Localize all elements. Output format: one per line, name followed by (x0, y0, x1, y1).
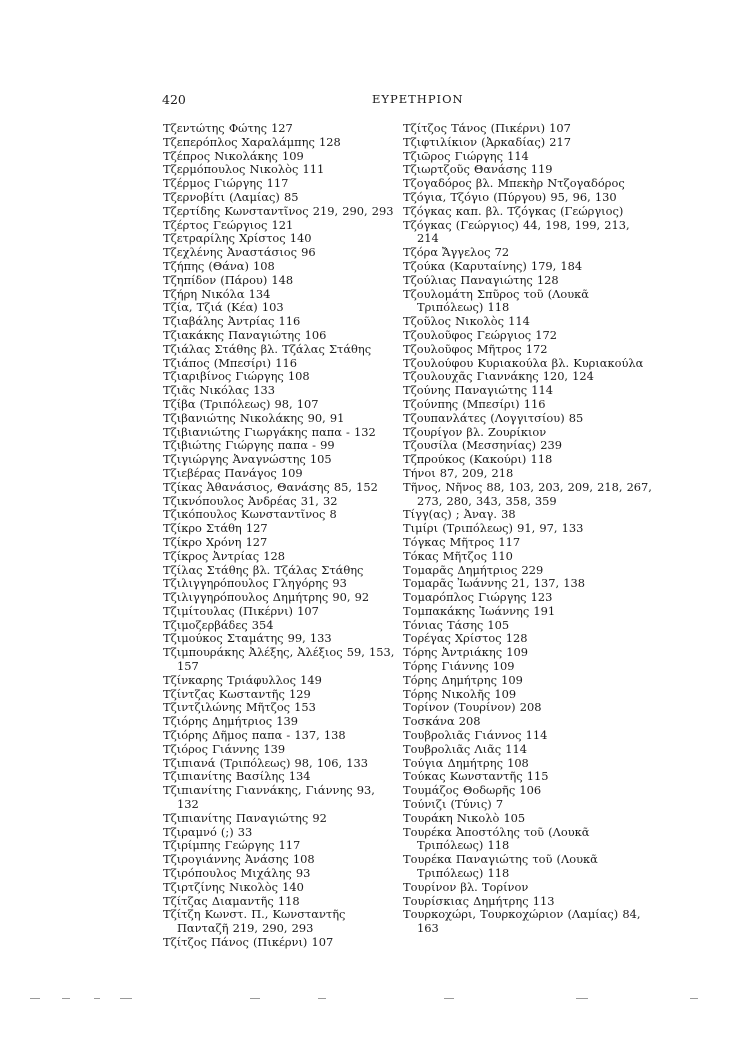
index-entry: Τουβρολιᾶς Γιάννος 114 (403, 728, 548, 743)
index-entry: Τζεντώτης Φώτης 127 (163, 121, 293, 135)
page-number: 420 (162, 92, 186, 107)
index-entry: Τζίτζη Κωνστ. Π., Κωνσταντῆς Πανταζῆ 219, 290, 293 (163, 907, 346, 936)
index-entry: Τόκας Μῆτζος 110 (403, 548, 513, 563)
index-entry: Τούκας Κωνσταντῆς 115 (403, 769, 549, 784)
index-entry: Τζίτζος Τάνος (Πικέρνι) 107 (403, 121, 571, 135)
index-entry: Τζόγια, Τζόγιο (Πύργου) 95, 96, 130 (403, 189, 617, 204)
index-entry: Τουρίσκιας Δημήτρης 113 (403, 893, 555, 908)
index-entry: Τζόγκας (Γεώργιος) 44, 198, 199, 213, 214 (403, 217, 630, 246)
index-entry: Τουράκη Νικολὸ 105 (403, 810, 526, 825)
index-entry: Τορίνον (Τουρίνον) 208 (403, 700, 542, 715)
index-entry: Τζικνόπουλος Ἀνδρέας 31, 32 (163, 493, 338, 508)
running-head: ΕΥΡΕΤΗΡΙΟΝ (372, 92, 464, 106)
index-entry: Τζήπης (Θάνα) 108 (163, 258, 275, 273)
index-entry: Τζίκας Ἀθανάσιος, Θανάσης 85, 152 (163, 479, 378, 494)
index-entry: Τζιμπουράκης Ἀλέξης, Ἀλέξιος 59, 153, 157 (163, 645, 395, 674)
index-entry: Τζουλούφου Κυριακούλα βλ. Κυριακούλα (403, 355, 644, 370)
index-entry: Τόρης Γιάννης 109 (403, 659, 515, 674)
index-entry: Τζουλοῦφος Γεώργιος 172 (403, 327, 558, 342)
index-entry: Τζιρογιάννης Ἀνάσης 108 (163, 852, 315, 867)
index-entry: Τζιάλας Στάθης βλ. Τζάλας Στάθης (163, 341, 372, 356)
index-entry: Τζερμόπουλος Νικολὸς 111 (163, 162, 325, 177)
index-entry: Τόγκας Μῆτρος 117 (403, 534, 521, 549)
index-column-right (403, 122, 653, 936)
index-entry: Τζουλοῦφος Μῆτρος 172 (403, 341, 548, 356)
index-entry: Τζίλας Στάθης βλ. Τζάλας Στάθης (163, 562, 364, 577)
index-entry: Τζπρούκος (Κακούρι) 118 (403, 452, 553, 467)
index-entry: Τζιῶρος Γιώργης 114 (403, 148, 529, 163)
index-entry: Τζηπίδον (Πάρου) 148 (163, 272, 294, 287)
index-entry: Τζιόρος Γιάννης 139 (163, 741, 286, 756)
index-entry: Τζίτζος Πάνος (Πικέρνι) 107 (163, 935, 334, 950)
index-entry: Τζίτζας Διαμαντῆς 118 (163, 893, 300, 908)
index-entry: Τούνιζι (Τύνις) 7 (403, 797, 504, 812)
index-entry: Τορέγας Χρίστος 128 (403, 631, 528, 646)
index-entry: Τίγγ(ας) ; Ἀναγ. 38 (403, 507, 516, 522)
index-entry: Τζόρα Ἄγγελος 72 (403, 245, 510, 260)
index-entry: Τζιμίτουλας (Πικέρνι) 107 (163, 603, 319, 618)
index-entry: Τόρης Δημήτρης 109 (403, 672, 523, 687)
index-entry: Τζουσίλα (Μεσσηνίας) 239 (403, 438, 562, 453)
index-entry: Τζιᾶς Νικόλας 133 (163, 383, 275, 398)
index-entry: Τζερνοβίτι (Λαμίας) 85 (163, 189, 299, 204)
index-entry: Τζεπερόπλος Χαραλάμπης 128 (163, 134, 341, 149)
index-entry: Τήνοι 87, 209, 218 (403, 465, 514, 480)
index-entry: Τζετραρίλης Χρίστος 140 (163, 231, 312, 246)
index-entry: Τούγια Δημήτρης 108 (403, 755, 529, 770)
index-entry: Τζούνπης (Μπεσίρι) 116 (403, 396, 546, 411)
index-entry: Τζούλιας Παναγιώτης 128 (403, 272, 559, 287)
index-entry: Τζιπιανίτης Βασίλης 134 (163, 769, 311, 784)
index-entry: Τζίκρος Ἀντρίας 128 (163, 548, 285, 563)
index-entry: Τουρέκα Παναγιώτης τοῦ (Λουκᾶ Τριπόλεως) 118 (403, 852, 598, 881)
index-entry: Τουμάζος Θοδωρῆς 106 (403, 783, 542, 798)
index-entry: Τζέρτος Γεώργιος 121 (163, 217, 294, 232)
index-entry: Τζιωρτζοῦς Θανάσης 119 (403, 162, 553, 177)
index-entry: Τομπακάκης Ἰωάννης 191 (403, 603, 556, 618)
index-entry: Τουρκοχώρι, Τουρκοχώριον (Λαμίας) 84, 163 (403, 907, 641, 936)
index-entry: Τζίβα (Τριπόλεως) 98, 107 (163, 396, 319, 411)
index-entry: Τουρίνον βλ. Τορίνον (403, 879, 529, 894)
index-entry: Τζιρίμπης Γεώργης 117 (163, 838, 301, 853)
index-entry: Τζιάπος (Μπεσίρι) 116 (163, 355, 297, 370)
index-entry: Τζουπανλάτες (Λογγιτσίου) 85 (403, 410, 584, 425)
index-entry: Τζία, Τζιά (Κέα) 103 (163, 300, 284, 315)
index-entry: Τζιακάκης Παναγιώτης 106 (163, 327, 327, 342)
index-entry: Τζιλιγγηρόπουλος Γληγόρης 93 (163, 576, 347, 591)
index-entry: Τομαρᾶς Δημήτριος 229 (403, 562, 544, 577)
index-entry: Τιμίρι (Τριπόλεως) 91, 97, 133 (403, 521, 584, 536)
index-entry: Τζιαβάλης Ἀντρίας 116 (163, 314, 301, 329)
index-entry: Τζούνης Παναγιώτης 114 (403, 383, 553, 398)
index-entry: Τζιμούκος Σταμάτης 99, 133 (163, 631, 332, 646)
index-entry: Τζούκα (Καρυταίνης) 179, 184 (403, 258, 583, 273)
index-entry: Τζιβιανιώτης Γιωργάκης παπα - 132 (163, 424, 376, 439)
index-entry: Τόρης Ἀντριάκης 109 (403, 645, 528, 660)
index-entry: Τζιρόπουλος Μιχάλης 93 (163, 866, 311, 881)
index-entry: Τζιπιανίτης Γιαννάκης, Γιάννης 93, 132 (163, 783, 375, 812)
index-entry: Τζερτίδης Κωνσταντῖνος 219, 290, 293 (163, 203, 394, 218)
index-entry: Τζικόπουλος Κωνσταντῖνος 8 (163, 507, 337, 522)
index-entry: Τζιλιγγηρόπουλος Δημήτρης 90, 92 (163, 590, 370, 605)
index-entry: Τζιμοζερβάδες 354 (163, 617, 274, 632)
index-entry: Τομαρόπλος Γιώργης 123 (403, 590, 553, 605)
index-entry: Τοσκάνα 208 (403, 714, 481, 729)
index-entry: Τόνιας Τάσης 105 (403, 617, 510, 632)
index-entry: Τζίκρο Χρόνη 127 (163, 534, 268, 549)
index-entry: Τζουλομάτη Σπῦρος τοῦ (Λουκᾶ Τριπόλεως) 118 (403, 286, 589, 315)
index-entry: Τζέρμος Γιώργης 117 (163, 176, 289, 191)
index-entry: Τῆνος, Νῆνος 88, 103, 203, 209, 218, 267, 273, 280, 343, 358, 359 (403, 479, 652, 508)
index-entry: Τζιρτζίνης Νικολὸς 140 (163, 879, 304, 894)
index-entry: Τζίκρο Στάθη 127 (163, 521, 268, 536)
index-entry: Τζόγκας καπ. βλ. Τζόγκας (Γεώργιος) (403, 203, 624, 218)
index-entry: Τζιβιώτης Γιώργης παπα - 99 (163, 438, 335, 453)
index-entry: Τζεχλένης Ἀναστάσιος 96 (163, 245, 316, 260)
index-entry: Τζουλουχᾶς Γιαννάκης 120, 124 (403, 369, 594, 384)
index-entry: Τζοῦλος Νικολὸς 114 (403, 314, 530, 329)
index-entry: Τζέπρος Νικολάκης 109 (163, 148, 304, 163)
scan-artifact-marks (0, 998, 744, 1004)
index-entry: Τζιόρης Δημήτριος 139 (163, 714, 298, 729)
index-entry: Τζουρίγον βλ. Ζουρίκιον (403, 424, 547, 439)
index-column-left (163, 122, 395, 950)
index-entry: Τζιραμνό (;) 33 (163, 824, 253, 839)
index-entry: Τζιαριβίνος Γιώργης 108 (163, 369, 310, 384)
index-entry: Τζογαδόρος βλ. Μπεκὴρ Ντζογαδόρος (403, 176, 625, 191)
index-entry: Τομαρᾶς Ἰωάννης 21, 137, 138 (403, 576, 585, 591)
index-entry: Τζιντζιλώνης Μῆτζος 153 (163, 700, 316, 715)
index-entry: Τουβρολιᾶς Λιᾶς 114 (403, 741, 528, 756)
index-entry: Τουρέκα Ἀποστόλης τοῦ (Λουκᾶ Τριπόλεως) 118 (403, 824, 590, 853)
index-entry: Τζιγιώργης Ἀναγνώστης 105 (163, 452, 332, 467)
index-entry: Τζιβανιώτης Νικολάκης 90, 91 (163, 410, 345, 425)
index-entry: Τζιόρης Δῆμος παπα - 137, 138 (163, 728, 346, 743)
index-entry: Τζιφτιλίκιον (Ἀρκαδίας) 217 (403, 134, 572, 149)
index-entry: Τζιεβέρας Πανάγος 109 (163, 465, 303, 480)
index-entry: Τζιπιανά (Τριπόλεως) 98, 106, 133 (163, 755, 368, 770)
index-entry: Τζήρη Νικόλα 134 (163, 286, 271, 301)
index-entry: Τόρης Νικολῆς 109 (403, 686, 517, 701)
index-entry: Τζίντζας Κωσταντῆς 129 (163, 686, 311, 701)
index-entry: Τζιπιανίτης Παναγιώτης 92 (163, 810, 327, 825)
index-entry: Τζίνκαρης Τριάφυλλος 149 (163, 672, 322, 687)
